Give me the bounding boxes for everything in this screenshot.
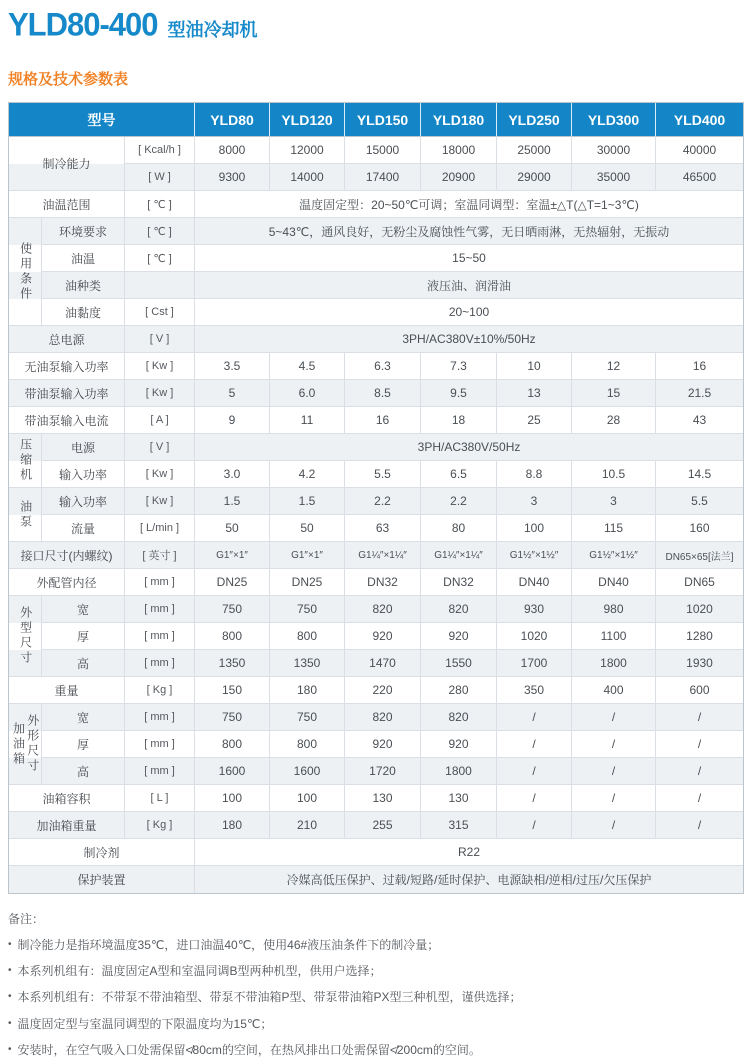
row-label-cell: 厚 <box>42 731 125 758</box>
value-cell: 1350 <box>270 650 345 677</box>
group-cell <box>9 218 42 326</box>
table-row <box>9 623 743 650</box>
value-cell: 3 <box>497 488 572 515</box>
value-cell: 2.2 <box>345 488 421 515</box>
row-label-cell: 油种类 <box>42 272 125 299</box>
group-label-text: 使用条件 <box>18 241 33 302</box>
value-cell: 280 <box>421 677 497 704</box>
value-cell: 920 <box>421 623 497 650</box>
row-label-cell: 油温范围 <box>9 191 125 218</box>
merged-value-cell: 15~50 <box>195 245 743 272</box>
table-body <box>9 137 743 893</box>
unit-cell: [ Cst ] <box>125 299 195 326</box>
value-cell: 800 <box>270 731 345 758</box>
table-row <box>9 677 743 704</box>
value-cell: 820 <box>345 596 421 623</box>
value-cell: 1470 <box>345 650 421 677</box>
value-cell: 5.5 <box>656 488 743 515</box>
note-item <box>8 989 742 1005</box>
row-label-cell: 接口尺寸(内螺纹) <box>9 542 125 569</box>
value-cell: 30000 <box>572 137 656 164</box>
notes-section <box>8 910 742 1058</box>
bullet-icon: • <box>8 1017 12 1029</box>
value-cell: / <box>656 704 743 731</box>
unit-cell: [ V ] <box>125 434 195 461</box>
row-label-cell: 高 <box>42 758 125 785</box>
unit-cell: [ W ] <box>125 164 195 191</box>
row-label-cell: 无油泵输入功率 <box>9 353 125 380</box>
value-cell: 220 <box>345 677 421 704</box>
header-cell-yld300: YLD300 <box>572 103 656 137</box>
note-item <box>8 963 742 979</box>
group-label-text: 油泵 <box>18 499 33 530</box>
value-cell: G1¼″×1¼″ <box>345 542 421 569</box>
value-cell: 18 <box>421 407 497 434</box>
value-cell: 920 <box>421 731 497 758</box>
value-cell: 100 <box>497 515 572 542</box>
table-row <box>9 326 743 353</box>
unit-cell: [ ℃ ] <box>125 245 195 272</box>
table-row <box>9 596 743 623</box>
header-cell-model: 型号 <box>9 103 195 137</box>
table-row <box>9 407 743 434</box>
value-cell: 8000 <box>195 137 270 164</box>
note-text: 本系列机组有：温度固定A型和室温同调B型两种机型，供用户选择； <box>17 964 382 979</box>
value-cell: G1½″×1½″ <box>572 542 656 569</box>
value-cell: 1020 <box>656 596 743 623</box>
value-cell: / <box>572 812 656 839</box>
value-cell: DN25 <box>195 569 270 596</box>
value-cell: 3 <box>572 488 656 515</box>
value-cell: 1720 <box>345 758 421 785</box>
value-cell: 800 <box>270 623 345 650</box>
value-cell: 14.5 <box>656 461 743 488</box>
value-cell: 210 <box>270 812 345 839</box>
merged-value-cell: R22 <box>195 839 743 866</box>
row-label-cell: 带油泵输入功率 <box>9 380 125 407</box>
merged-value-cell: 20~100 <box>195 299 743 326</box>
value-cell: 255 <box>345 812 421 839</box>
value-cell: 9300 <box>195 164 270 191</box>
value-cell: DN40 <box>572 569 656 596</box>
page-title-model: YLD80-400 <box>8 6 158 43</box>
value-cell: / <box>656 758 743 785</box>
value-cell: 820 <box>421 704 497 731</box>
unit-cell: [ Kg ] <box>125 677 195 704</box>
value-cell: 920 <box>345 623 421 650</box>
header-cell-yld150: YLD150 <box>345 103 421 137</box>
group-cell <box>9 488 42 542</box>
value-cell: 8.5 <box>345 380 421 407</box>
value-cell: 40000 <box>656 137 743 164</box>
value-cell: 8.8 <box>497 461 572 488</box>
spec-table <box>8 102 744 894</box>
value-cell: / <box>572 704 656 731</box>
unit-cell: [ V ] <box>125 326 195 353</box>
value-cell: 18000 <box>421 137 497 164</box>
table-row <box>9 380 743 407</box>
row-label-cell: 加油箱重量 <box>9 812 125 839</box>
group-label-text: 外形尺寸 <box>25 714 40 774</box>
header-cell-yld180: YLD180 <box>421 103 497 137</box>
value-cell: 820 <box>421 596 497 623</box>
unit-cell: [ Kw ] <box>125 461 195 488</box>
value-cell: 2.2 <box>421 488 497 515</box>
value-cell: 930 <box>497 596 572 623</box>
merged-value-cell: 5~43℃，通风良好，无粉尘及腐蚀性气雾，无日晒雨淋，无热辐射，无振动 <box>195 218 743 245</box>
unit-cell: [ A ] <box>125 407 195 434</box>
unit-cell: [ L/min ] <box>125 515 195 542</box>
value-cell: G1″×1″ <box>195 542 270 569</box>
notes-list <box>8 937 742 1058</box>
value-cell: 1100 <box>572 623 656 650</box>
value-cell: 150 <box>195 677 270 704</box>
unit-cell: [ ℃ ] <box>125 218 195 245</box>
unit-cell: [ mm ] <box>125 731 195 758</box>
table-row <box>9 758 743 785</box>
value-cell: 5 <box>195 380 270 407</box>
unit-cell: [ Kcal/h ] <box>125 137 195 164</box>
header-cell-yld250: YLD250 <box>497 103 572 137</box>
header-cell-yld80: YLD80 <box>195 103 270 137</box>
value-cell: 50 <box>195 515 270 542</box>
unit-cell: [ mm ] <box>125 623 195 650</box>
row-label-cell: 厚 <box>42 623 125 650</box>
table-row <box>9 569 743 596</box>
value-cell: / <box>572 731 656 758</box>
value-cell: 10.5 <box>572 461 656 488</box>
merged-value-cell: 冷媒高低压保护、过载/短路/延时保护、电源缺相/逆相/过压/欠压保护 <box>195 866 743 893</box>
group-cell <box>9 704 42 785</box>
row-label-cell: 输入功率 <box>42 461 125 488</box>
value-cell: 4.2 <box>270 461 345 488</box>
group-cell <box>9 434 42 488</box>
value-cell: 9 <box>195 407 270 434</box>
value-cell: / <box>497 704 572 731</box>
value-cell: 820 <box>345 704 421 731</box>
value-cell: / <box>572 785 656 812</box>
row-label-cell: 保护装置 <box>9 866 195 893</box>
value-cell: 43 <box>656 407 743 434</box>
value-cell: 130 <box>421 785 497 812</box>
value-cell: 180 <box>270 677 345 704</box>
value-cell: 100 <box>270 785 345 812</box>
value-cell: 28 <box>572 407 656 434</box>
merged-value-cell: 液压油、润滑油 <box>195 272 743 299</box>
value-cell: 16 <box>345 407 421 434</box>
unit-cell: [ ℃ ] <box>125 191 195 218</box>
group-label-text: 加油箱 <box>11 721 26 767</box>
value-cell: 10 <box>497 353 572 380</box>
unit-cell: [ Kw ] <box>125 380 195 407</box>
value-cell: 315 <box>421 812 497 839</box>
value-cell: / <box>656 785 743 812</box>
value-cell: 5.5 <box>345 461 421 488</box>
group-cell <box>9 596 42 677</box>
value-cell: 800 <box>195 623 270 650</box>
value-cell: 130 <box>345 785 421 812</box>
unit-cell <box>125 272 195 299</box>
value-cell: 1550 <box>421 650 497 677</box>
row-label-cell: 宽 <box>42 704 125 731</box>
value-cell: 1.5 <box>195 488 270 515</box>
group-label-text: 外型尺寸 <box>18 606 33 666</box>
value-cell: 15 <box>572 380 656 407</box>
table-row <box>9 704 743 731</box>
table-row <box>9 461 743 488</box>
section-subtitle: 规格及技术参数表 <box>8 71 129 88</box>
value-cell: 12 <box>572 353 656 380</box>
row-label-cell: 输入功率 <box>42 488 125 515</box>
note-item <box>8 1042 742 1058</box>
value-cell: 9.5 <box>421 380 497 407</box>
value-cell: 1600 <box>270 758 345 785</box>
value-cell: 100 <box>195 785 270 812</box>
value-cell: 980 <box>572 596 656 623</box>
value-cell: 4.5 <box>270 353 345 380</box>
merged-value-cell: 温度固定型：20~50℃可调；室温同调型：室温±△T(△T=1~3℃) <box>195 191 743 218</box>
value-cell: / <box>572 758 656 785</box>
value-cell: 25000 <box>497 137 572 164</box>
row-label-cell: 制冷能力 <box>9 137 125 191</box>
value-cell: DN65 <box>656 569 743 596</box>
row-label-cell: 油箱容积 <box>9 785 125 812</box>
value-cell: DN40 <box>497 569 572 596</box>
row-label-cell: 油温 <box>42 245 125 272</box>
value-cell: DN32 <box>421 569 497 596</box>
value-cell: 7.3 <box>421 353 497 380</box>
value-cell: 1.5 <box>270 488 345 515</box>
value-cell: / <box>497 758 572 785</box>
merged-value-cell: 3PH/AC380V±10%/50Hz <box>195 326 743 353</box>
table-row <box>9 866 743 893</box>
note-text: 本系列机组有：不带泵不带油箱型、带泵不带油箱P型、带泵带油箱PX型三种机型，谨供选择； <box>17 990 522 1005</box>
value-cell: 750 <box>270 596 345 623</box>
value-cell: 63 <box>345 515 421 542</box>
bullet-icon: • <box>8 939 12 950</box>
unit-cell: [ mm ] <box>125 650 195 677</box>
row-label-cell: 重量 <box>9 677 125 704</box>
value-cell: 1350 <box>195 650 270 677</box>
value-cell: 600 <box>656 677 743 704</box>
bullet-icon: • <box>8 965 12 977</box>
value-cell: 3.0 <box>195 461 270 488</box>
table-row <box>9 272 743 299</box>
value-cell: 115 <box>572 515 656 542</box>
table-row <box>9 245 743 272</box>
row-label-cell: 外配管内径 <box>9 569 125 596</box>
value-cell: 180 <box>195 812 270 839</box>
table-header-row <box>9 103 743 137</box>
value-cell: 1930 <box>656 650 743 677</box>
unit-cell: [ L ] <box>125 785 195 812</box>
unit-cell: [ Kg ] <box>125 812 195 839</box>
value-cell: 21.5 <box>656 380 743 407</box>
value-cell: DN25 <box>270 569 345 596</box>
value-cell: 6.5 <box>421 461 497 488</box>
value-cell: 15000 <box>345 137 421 164</box>
value-cell: 17400 <box>345 164 421 191</box>
row-label-cell: 油黏度 <box>42 299 125 326</box>
table-row <box>9 434 743 461</box>
table-header <box>9 103 743 137</box>
value-cell: 6.3 <box>345 353 421 380</box>
value-cell: / <box>497 785 572 812</box>
value-cell: / <box>656 731 743 758</box>
table-row <box>9 731 743 758</box>
value-cell: 800 <box>195 731 270 758</box>
value-cell: 20900 <box>421 164 497 191</box>
unit-cell: [ mm ] <box>125 704 195 731</box>
value-cell: G1½″×1½″ <box>497 542 572 569</box>
table-row <box>9 542 743 569</box>
value-cell: 80 <box>421 515 497 542</box>
value-cell: / <box>497 731 572 758</box>
table-row <box>9 515 743 542</box>
unit-cell: [ mm ] <box>125 596 195 623</box>
header-cell-yld400: YLD400 <box>656 103 743 137</box>
page-title <box>8 8 742 44</box>
value-cell: 6.0 <box>270 380 345 407</box>
value-cell: 750 <box>195 704 270 731</box>
value-cell: 11 <box>270 407 345 434</box>
page-title-suffix: 型油冷却机 <box>167 20 258 40</box>
value-cell: / <box>656 812 743 839</box>
value-cell: 14000 <box>270 164 345 191</box>
bullet-icon: • <box>8 991 12 1003</box>
value-cell: 160 <box>656 515 743 542</box>
value-cell: 920 <box>345 731 421 758</box>
value-cell: DN65×65[法兰] <box>656 542 743 569</box>
unit-cell: [ mm ] <box>125 569 195 596</box>
table-row <box>9 488 743 515</box>
merged-value-cell: 3PH/AC380V/50Hz <box>195 434 743 461</box>
value-cell: 25 <box>497 407 572 434</box>
table-row <box>9 785 743 812</box>
note-text: 温度固定型与室温同调型的下限温度均为15℃； <box>17 1016 273 1031</box>
value-cell: 50 <box>270 515 345 542</box>
row-label-cell: 宽 <box>42 596 125 623</box>
value-cell: 29000 <box>497 164 572 191</box>
value-cell: 12000 <box>270 137 345 164</box>
unit-cell: [ 英寸 ] <box>125 542 195 569</box>
value-cell: 1700 <box>497 650 572 677</box>
value-cell: 16 <box>656 353 743 380</box>
note-item <box>8 937 742 953</box>
value-cell: 750 <box>270 704 345 731</box>
value-cell: 46500 <box>656 164 743 191</box>
table-row <box>9 812 743 839</box>
header-cell-yld120: YLD120 <box>270 103 345 137</box>
unit-cell: [ Kw ] <box>125 353 195 380</box>
value-cell: 350 <box>497 677 572 704</box>
note-text: 制冷能力是指环境温度35℃，进口油温40℃，使用46#液压油条件下的制冷量； <box>17 938 440 952</box>
value-cell: G1″×1″ <box>270 542 345 569</box>
table-row <box>9 839 743 866</box>
table-row <box>9 191 743 218</box>
row-label-cell: 高 <box>42 650 125 677</box>
table-row <box>9 218 743 245</box>
table-row <box>9 299 743 326</box>
value-cell: 1020 <box>497 623 572 650</box>
value-cell: 3.5 <box>195 353 270 380</box>
row-label-cell: 带油泵输入电流 <box>9 407 125 434</box>
value-cell: G1¼″×1¼″ <box>421 542 497 569</box>
row-label-cell: 环境要求 <box>42 218 125 245</box>
value-cell: 13 <box>497 380 572 407</box>
table-row <box>9 650 743 677</box>
note-item <box>8 1016 742 1032</box>
table-row <box>9 137 743 164</box>
notes-title: 备注： <box>8 912 45 926</box>
value-cell: 1800 <box>572 650 656 677</box>
value-cell: 1280 <box>656 623 743 650</box>
value-cell: 750 <box>195 596 270 623</box>
value-cell: 1600 <box>195 758 270 785</box>
row-label-cell: 总电源 <box>9 326 125 353</box>
bullet-icon: • <box>8 1043 12 1055</box>
row-label-cell: 电源 <box>42 434 125 461</box>
value-cell: DN32 <box>345 569 421 596</box>
note-text: 安装时，在空气吸入口处需保留≮80cm的空间，在热风排出口处需保留≮200cm的空间。 <box>17 1042 481 1057</box>
row-label-cell: 制冷剂 <box>9 839 195 866</box>
value-cell: 1800 <box>421 758 497 785</box>
unit-cell: [ mm ] <box>125 758 195 785</box>
value-cell: 400 <box>572 677 656 704</box>
unit-cell: [ Kw ] <box>125 488 195 515</box>
row-label-cell: 流量 <box>42 515 125 542</box>
group-label-text: 压缩机 <box>18 438 33 483</box>
value-cell: 35000 <box>572 164 656 191</box>
value-cell: / <box>497 812 572 839</box>
table-row <box>9 353 743 380</box>
